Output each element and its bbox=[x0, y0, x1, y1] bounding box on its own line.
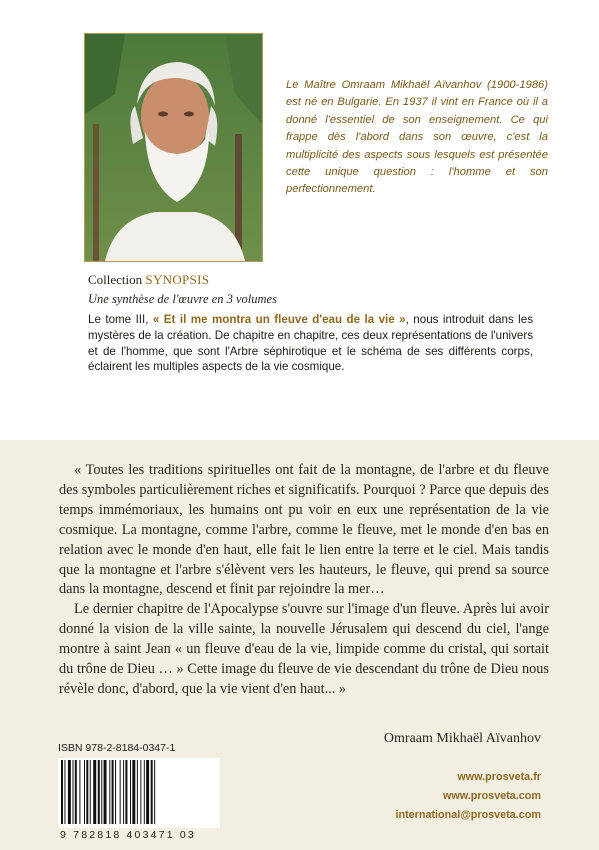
collection-label bbox=[88, 272, 209, 288]
link-prosveta-com[interactable]: www.prosveta.com bbox=[443, 790, 541, 802]
barcode-bar bbox=[151, 760, 153, 824]
barcode-bar bbox=[132, 760, 135, 824]
barcode-bar bbox=[115, 760, 116, 824]
barcode-bar bbox=[144, 760, 145, 824]
barcode-bar bbox=[109, 760, 110, 824]
quote-paragraph-1: « Toutes les traditions spirituelles ont fait de la montagne, de l'arbre et du fleuve des symboles particulièrement riches et significatifs. Pourquoi ? Parce que depuis des temps immémoriaux, les humains ont pu voir en eux une représentation de la vie cosmique. La montagne, comme l'arbre, comme le fleuve, met le monde d'en bas en relation avec le monde d'en haut, elle fait le lien entre la terre et le ciel. Mais tandis que la montagne et l'arbre s'élèvent vers les hauteurs, le fleuve, qui prend sa source dans la montagne, descend et finit par rejoindre la mer… bbox=[59, 462, 549, 598]
barcode-bar bbox=[75, 760, 77, 824]
barcode-bar bbox=[84, 760, 85, 824]
tome-lead: Le tome III, bbox=[88, 313, 153, 326]
barcode-bar bbox=[112, 760, 114, 824]
isbn-label: ISBN 978-2-8184-0347-1 bbox=[58, 742, 176, 754]
tome-rest: , nous introduit dans les mystères de la création. De chapitre en chapitre, ces deux représentations de l'univers et de l'homme, que sont l'Arbre séphirotique et le schéma de ses différents corps, éclairent les multiples aspects de la vie cosmique. bbox=[88, 313, 534, 374]
barcode-bar bbox=[146, 760, 149, 824]
link-email[interactable]: international@prosveta.com bbox=[395, 809, 541, 821]
barcode bbox=[58, 758, 220, 828]
section-divider-curve bbox=[0, 380, 599, 460]
barcode-bar bbox=[73, 760, 74, 824]
tome-title: « Et il me montra un fleuve d'eau de la vie » bbox=[152, 313, 406, 326]
tome-description bbox=[88, 312, 533, 375]
barcode-bar bbox=[101, 760, 102, 824]
quote-author: Omraam Mikhaël Aïvanhov bbox=[383, 731, 541, 746]
barcode-bar bbox=[79, 760, 80, 824]
barcode-bar bbox=[154, 760, 155, 824]
barcode-digits: 9 782818 403471 03 bbox=[60, 829, 196, 841]
barcode-bar bbox=[130, 760, 131, 824]
collection-subtitle: Une synthèse de l'œuvre en 3 volumes bbox=[88, 292, 277, 306]
barcode-bar bbox=[64, 760, 65, 824]
publisher-links bbox=[395, 768, 541, 825]
barcode-bar bbox=[123, 760, 124, 824]
barcode-bar bbox=[98, 760, 100, 824]
barcode-bar bbox=[68, 760, 71, 824]
barcode-bar bbox=[104, 760, 107, 824]
barcode-bar bbox=[90, 760, 91, 824]
collection-prefix: Collection bbox=[88, 272, 143, 287]
quote-paragraph-2: Le dernier chapitre de l'Apocalypse s'ouvre sur l'image d'un fleuve. Après lui avoir donné la vision de la ville sainte, la nouvelle Jérusalem qui descend du ciel, l'ange montre à saint Jean « un fleuve d'eau de la vie, limpide comme du cristal, qui sortait du trône de Dieu … » Cette image du fleuve de vie descendant du trône de Dieu nous révèle donc, d'abord, que la vie vient d'en haut... » bbox=[59, 601, 549, 697]
link-prosveta-fr[interactable]: www.prosveta.fr bbox=[457, 771, 541, 783]
barcode-bar bbox=[140, 760, 141, 824]
author-bio: Le Maître Omraam Mikhaël Aïvanhov (1900-1986) est né en Bulgarie. En 1937 il vint en France où il a donné l'essentiel de son enseignement. Ce qui frappe dès l'abord dans son œuvre, c'est la multiplicité des aspects sous lesquels est présentée cette unique question : l'homme et son perfectionnement. bbox=[286, 79, 548, 196]
barcode-bar bbox=[61, 760, 63, 824]
barcode-bar bbox=[86, 760, 88, 824]
author-portrait bbox=[84, 33, 263, 262]
barcode-bar bbox=[93, 760, 96, 824]
collection-name: SYNOPSIS bbox=[145, 272, 210, 287]
barcode-bar bbox=[125, 760, 127, 824]
barcode-bar bbox=[120, 760, 121, 824]
quote-block bbox=[59, 461, 549, 700]
barcode-bar bbox=[137, 760, 138, 824]
